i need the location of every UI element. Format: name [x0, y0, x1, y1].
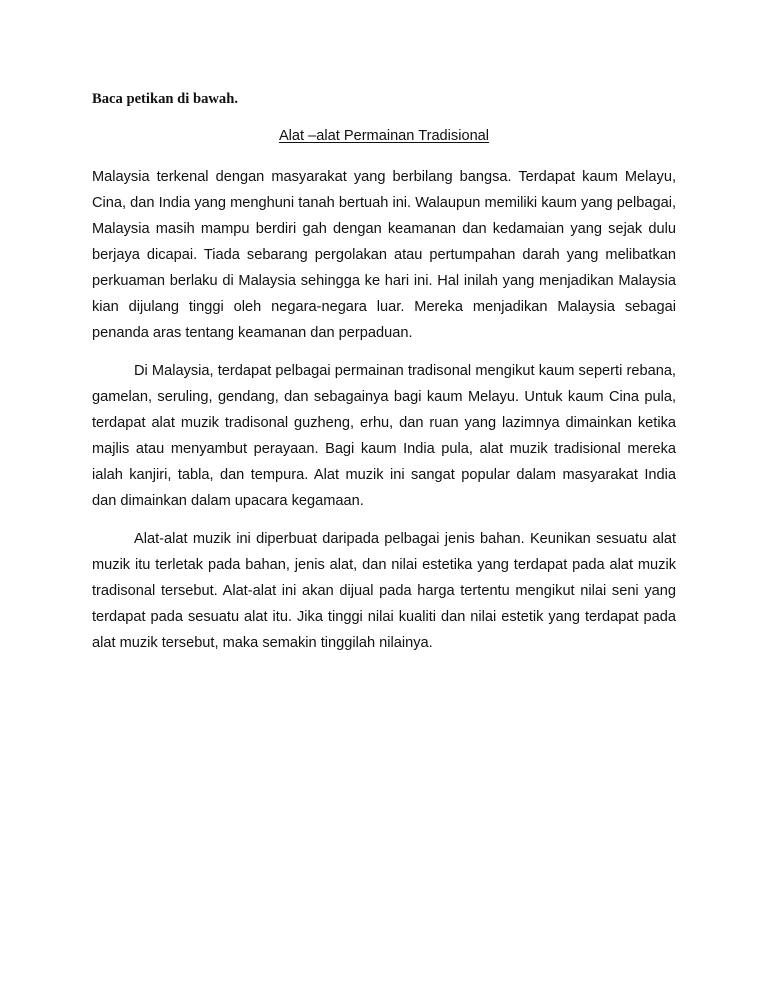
passage-body	[92, 164, 676, 668]
instruction-text: Baca petikan di bawah.	[92, 91, 238, 107]
paragraph-1: Malaysia terkenal dengan masyarakat yang berbilang bangsa. Terdapat kaum Melayu, Cina, dan India yang menghuni tanah bertuah ini. Walaupun memiliki kaum yang pelbagai, Malaysia masih mampu berdiri gah dengan keamanan dan kedamaian yang sejak dulu berjaya dicapai. Tiada sebarang pergolakan atau pertumpahan darah yang melibatkan perkuaman berlaku di Malaysia sehingga ke hari ini. Hal inilah yang menjadikan Malaysia kian dijulang tinggi oleh negara-negara luar. Mereka menjadikan Malaysia sebagai penanda aras tentang keamanan dan perpaduan.	[92, 169, 676, 341]
paragraph-3: Alat-alat muzik ini diperbuat daripada pelbagai jenis bahan. Keunikan sesuatu alat muzik itu terletak pada bahan, jenis alat, dan nilai estetika yang terdapat pada alat muzik tradisonal tersebut. Alat-alat ini akan dijual pada harga tertentu mengikut nilai seni yang terdapat pada sesuatu alat itu. Jika tinggi nilai kualiti dan nilai estetik yang terdapat pada alat muzik tersebut, maka semakin tinggilah nilainya.	[92, 531, 676, 651]
passage-title: Alat –alat Permainan Tradisional	[278, 128, 490, 144]
paragraph-2: Di Malaysia, terdapat pelbagai permainan tradisonal mengikut kaum seperti rebana, gamelan, seruling, gendang, dan sebagainya bagi kaum Melayu. Untuk kaum Cina pula, terdapat alat muzik tradisonal guzheng, erhu, dan ruan yang lazimnya dimainkan ketika majlis atau menyambut perayaan. Bagi kaum India pula, alat muzik tradisional mereka ialah kanjiri, tabla, dan tempura. Alat muzik ini sangat popular dalam masyarakat India dan dimainkan dalam upacara kegamaan.	[92, 363, 676, 509]
